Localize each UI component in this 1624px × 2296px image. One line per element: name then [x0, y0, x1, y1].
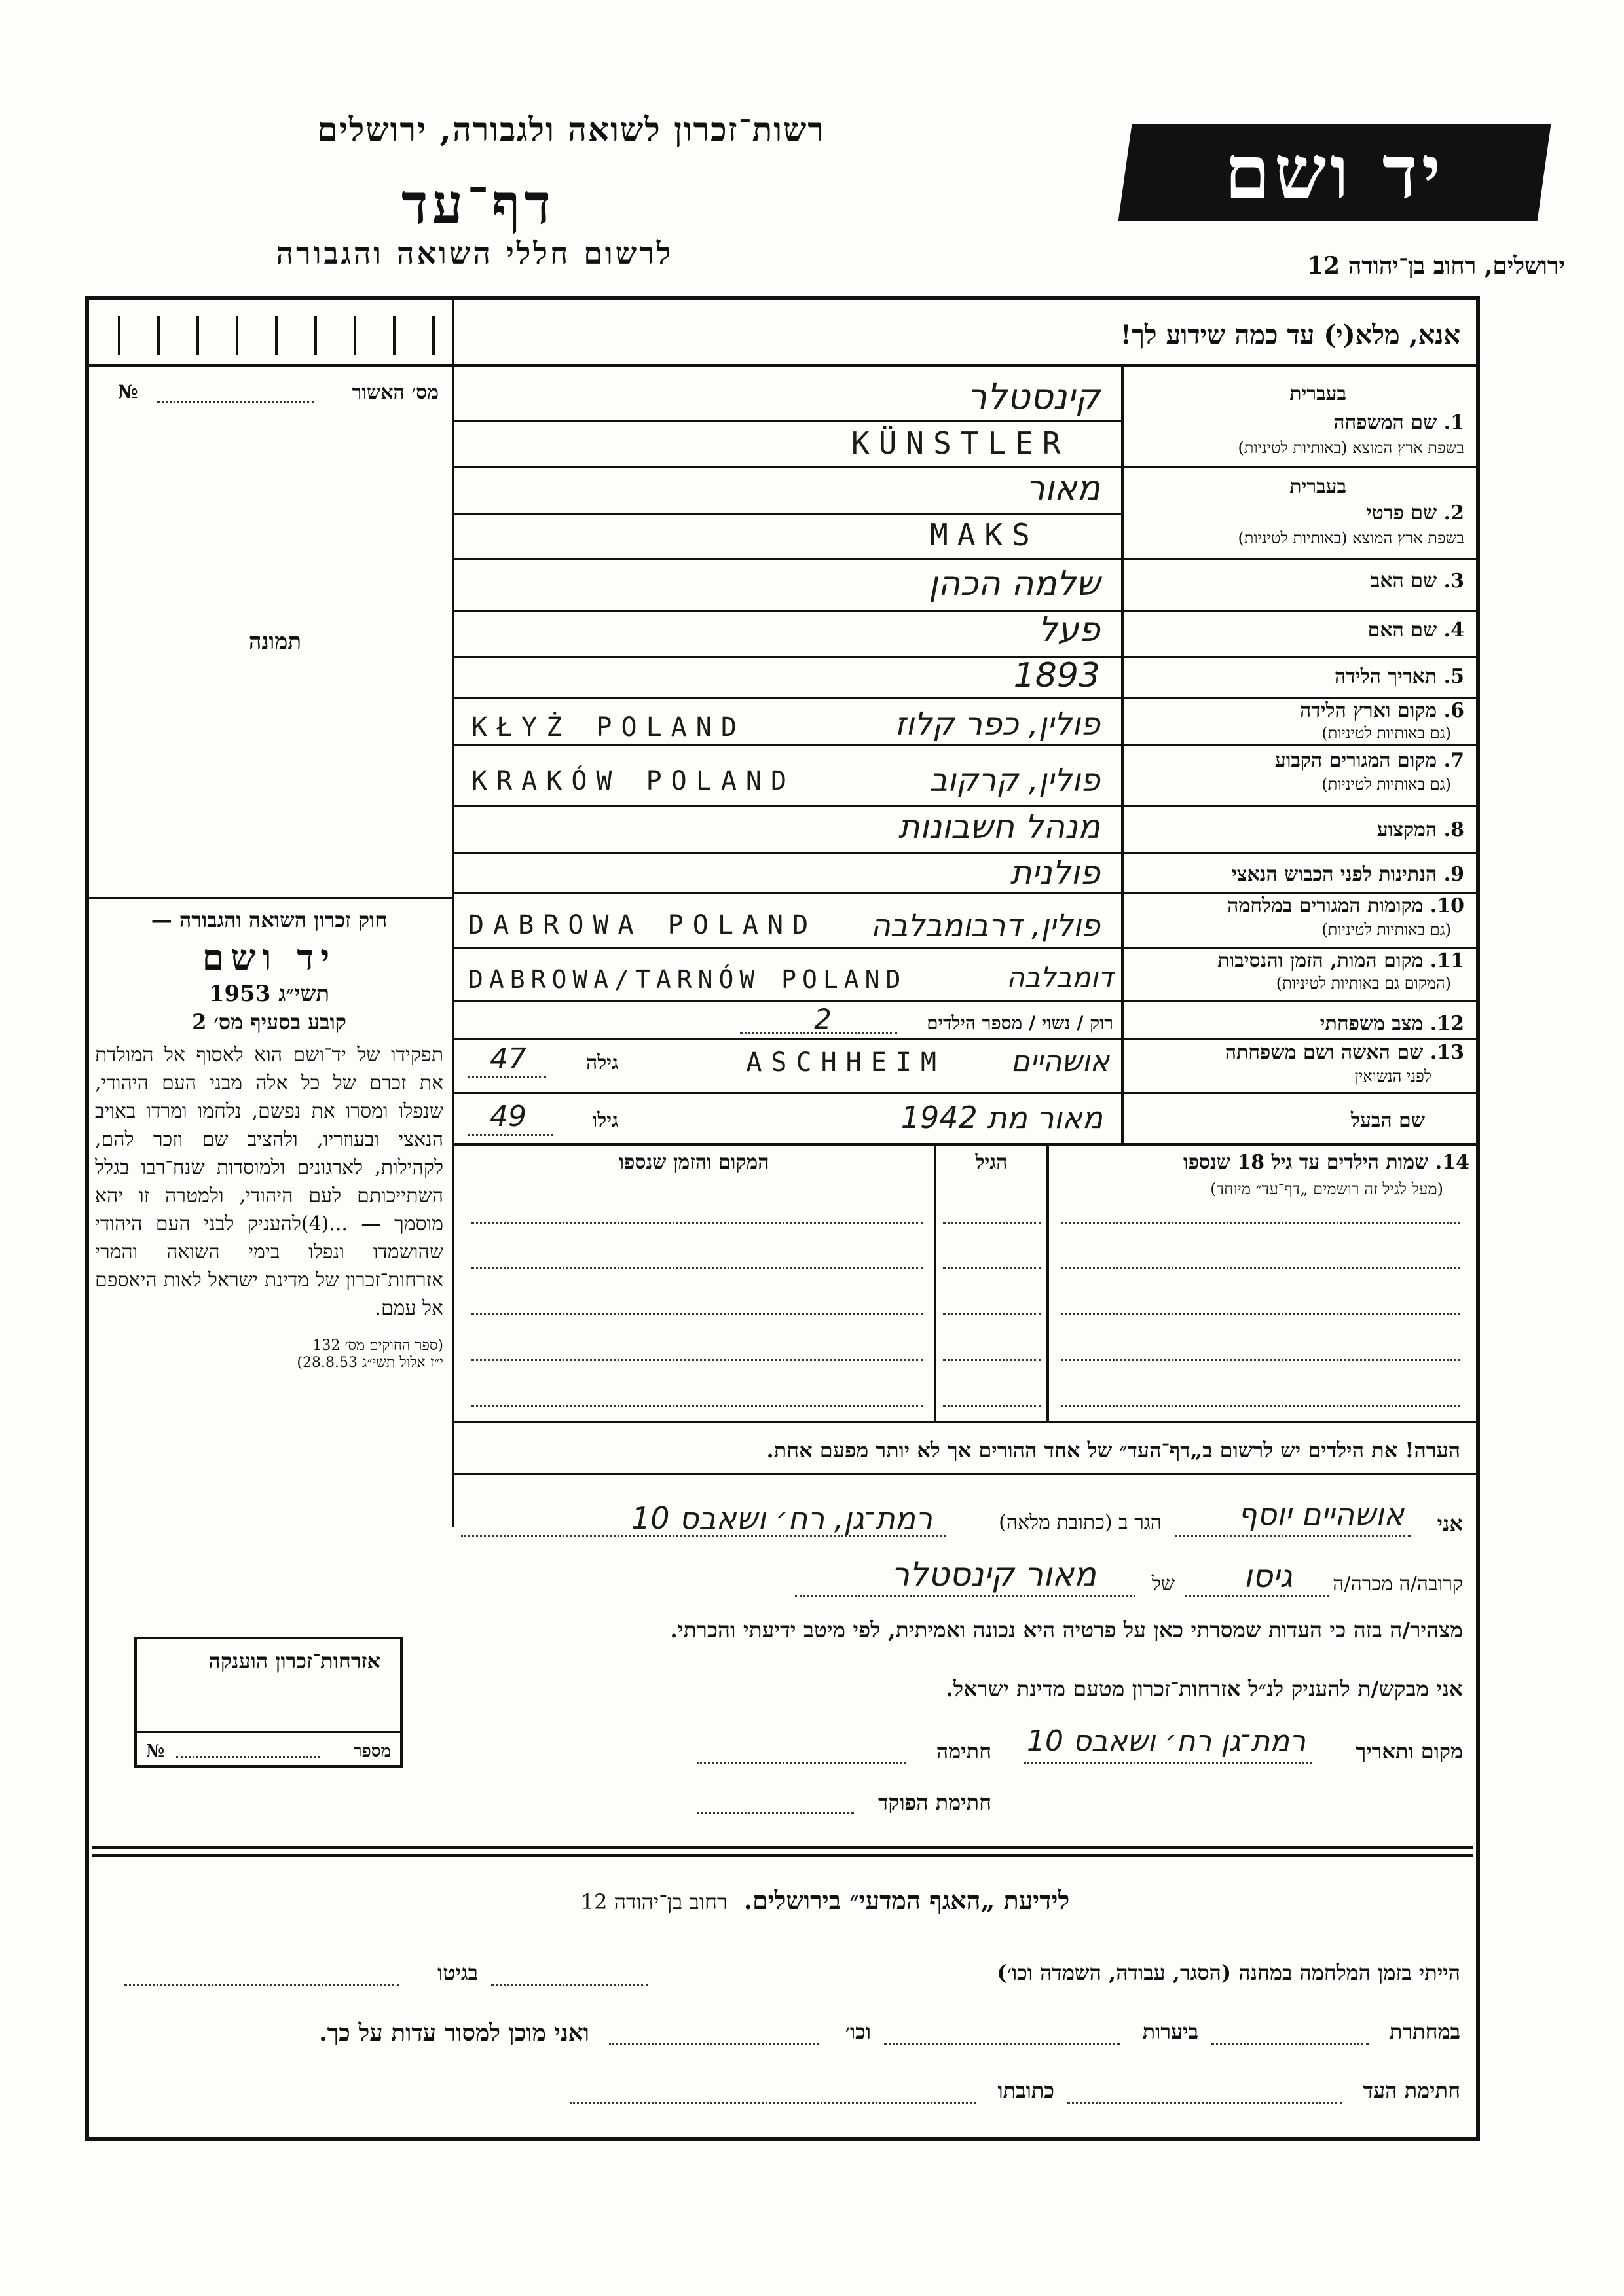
- field-1-label: בעברית 1. שם המשפחה בשפת ארץ המוצא (באותיות לטיניות): [1238, 382, 1464, 457]
- children-note: הערה! את הילדים יש לרשום ב„דף־העד״ של אחד ההורים אך לא יותר מפעם אחת.: [766, 1438, 1460, 1463]
- declaration-place-date: מקום ותאריך רמת־גן רח׳ ושאבס 10 חתימה: [454, 1722, 1463, 1769]
- declaration-request: אני מבקש/ת להעניק לנ״ל אזרחות־זכרון מטעם מדינת ישראל.: [946, 1676, 1463, 1702]
- field-7-value-hebrew: פולין, קרקוב: [929, 762, 1100, 799]
- field-2-value-hebrew: מאור: [1025, 469, 1100, 508]
- approval-field: מס׳ האשור №: [118, 381, 439, 404]
- intro-text: אנא, מלא(י) עד כמה שידוע לך!: [1120, 319, 1460, 350]
- yad-vashem-logo: [1118, 124, 1551, 221]
- field-2-label: בעברית 2. שם פרטי בשפת ארץ המוצא (באותיות לטיניות): [1238, 475, 1464, 547]
- photo-label: תמונה: [248, 629, 302, 655]
- declaration-line-1: אני אושהיים יוסף הגר ב (כתובת מלאה) רמת־גן, רח׳ ושאבס 10: [454, 1494, 1463, 1541]
- field-8-label: 8. המקצוע: [1376, 818, 1464, 841]
- field-12-status: רוק / נשוי / מספר הילדים 2: [629, 1008, 1113, 1041]
- logo-text: יד ושם: [1224, 130, 1445, 215]
- frame-left-divider: [452, 296, 454, 1527]
- field-12-label: 12. מצב משפחתי: [1320, 1012, 1464, 1035]
- field-7-label: 7. מקום המגורים הקבוע (גם באותיות לטיניות): [1274, 749, 1464, 793]
- husband-value: מאור מת 1942 גילו 49: [454, 1100, 1116, 1143]
- approval-number-ticks: [118, 309, 439, 361]
- field-11-value-latin: DABROWA/TARNÓW POLAND: [468, 965, 907, 994]
- husband-label: שם הבעל: [1350, 1109, 1425, 1132]
- header-address: ירושלים, רחוב בן־יהודה 12: [1306, 252, 1565, 280]
- field-4-label: 4. שם האם: [1367, 619, 1464, 642]
- field-10-label: 10. מקומות המגורים במלחמה (גם באותיות לטיניות): [1227, 894, 1464, 939]
- field-5-label: 5. תאריך הלידה: [1335, 665, 1464, 688]
- field-7-value-latin: KRAKÓW POLAND: [471, 766, 796, 796]
- declaration-statement: מצהיר/ה בזה כי העדות שמסרתי כאן על פרטיה היא נכונה ואמיתית, לפי מיטב ידיעתי והכרתי.: [670, 1617, 1463, 1643]
- footer-line-3: חתימת העד כתובתו: [98, 2075, 1460, 2115]
- field-6-value-latin: KŁYŻ POLAND: [471, 712, 746, 742]
- field-1-value-latin: KÜNSTLER: [851, 426, 1070, 461]
- field-11-value-hebrew: דומבלבה: [1006, 961, 1113, 993]
- field-9-value: פולנית: [1010, 854, 1100, 892]
- children-col-age: הגיל: [975, 1151, 1008, 1174]
- footer-title-line: לידיעת „האגף המדעי״ בירושלים. רחוב בן־יהודה 12: [580, 1886, 1070, 1915]
- form-title: דף־עד: [401, 172, 555, 236]
- form-subtitle: לרשום חללי השואה והגבורה: [276, 236, 674, 271]
- children-col-place: המקום והזמן שנספו: [619, 1151, 769, 1174]
- field-10-value-latin: DABROWA POLAND: [468, 910, 818, 940]
- law-box: חוק זכרון השואה והגבורה — יד ושם תשי״ג 1953 קובע בסעיף מס׳ 2 תפקידו של יד־ושם הוא לאסוף אל המולדת את זכרם של כל אלה מבני העם היהודי, שנפלו ומסרו את נפשם, נלחמו ומרדו באויב הנאצי ובעוזריו, ולהציב שם וזכר להם, לקהילות, לארגונים ולמוסדות שנח־רבו בגלל השתייכותם לעם היהודי, ולמטרה זו יהא מוסמך — ...(4)להעניק לבני העם היהודי שהושמדו ונפלו בימי השואה והמרי אזרחות־זכרון של מדינת ישראל לאות היאספם אל עמם. (ספר החוקים מס׳ 132 י״ז אלול תשי״ג 28.8.53): [95, 907, 444, 1371]
- field-5-value: 1893: [1013, 656, 1100, 695]
- field-8-value: מנהל חשבונות: [898, 808, 1100, 846]
- authority-title: רשות־זכרון לשואה ולגבורה, ירושלים: [317, 110, 825, 149]
- field-9-label: 9. הנתינות לפני הכבוש הנאצי: [1231, 863, 1464, 886]
- field-13-label: 13. שם האשה ושם משפחתה לפני הנשואין: [1225, 1041, 1464, 1085]
- field-11-label: 11. מקום המות, הזמן והנסיבות (המקום גם באותיות לטיניות): [1217, 949, 1464, 993]
- field-6-label: 6. מקום וארץ הלידה (גם באותיות לטיניות): [1299, 699, 1464, 742]
- footer-line-2: במחתרת ביערות וכו׳ ואני מוכן למסור עדות על כך.: [319, 2019, 1460, 2047]
- declaration-line-2: קרובה/ה מכרה/ה גיסו של מאור קינסטלר: [454, 1553, 1463, 1600]
- footer-line-1: הייתי בזמן המלחמה במחנה (הסגר, עבודה, השמדה וכו׳) בגיטו: [98, 1958, 1460, 1997]
- children-col-names: 14. שמות הילדים עד גיל 18 שנספו (מעל לגיל זה רושמים „דף־עד״ מיוחד): [1183, 1151, 1469, 1198]
- field-10-value-hebrew: פולין, דרבומבלבה: [870, 907, 1100, 943]
- field-4-value: פעל: [1038, 610, 1100, 649]
- officer-signature: חתימת הפוקד: [454, 1781, 1463, 1820]
- field-3-value: שלמה הכהן: [929, 564, 1100, 604]
- citizenship-box: אזרחות־זכרון הוענקה מספר №: [134, 1637, 403, 1768]
- field-1-value-hebrew: קינסטלר: [967, 376, 1100, 417]
- field-2-value-latin: MAKS: [930, 517, 1039, 553]
- field-13-value: אושהיים ASCHHEIM גילה 47: [454, 1045, 1116, 1091]
- field-3-label: 3. שם האב: [1370, 570, 1464, 592]
- field-6-value-hebrew: פולין, כפר קלוז: [895, 706, 1100, 742]
